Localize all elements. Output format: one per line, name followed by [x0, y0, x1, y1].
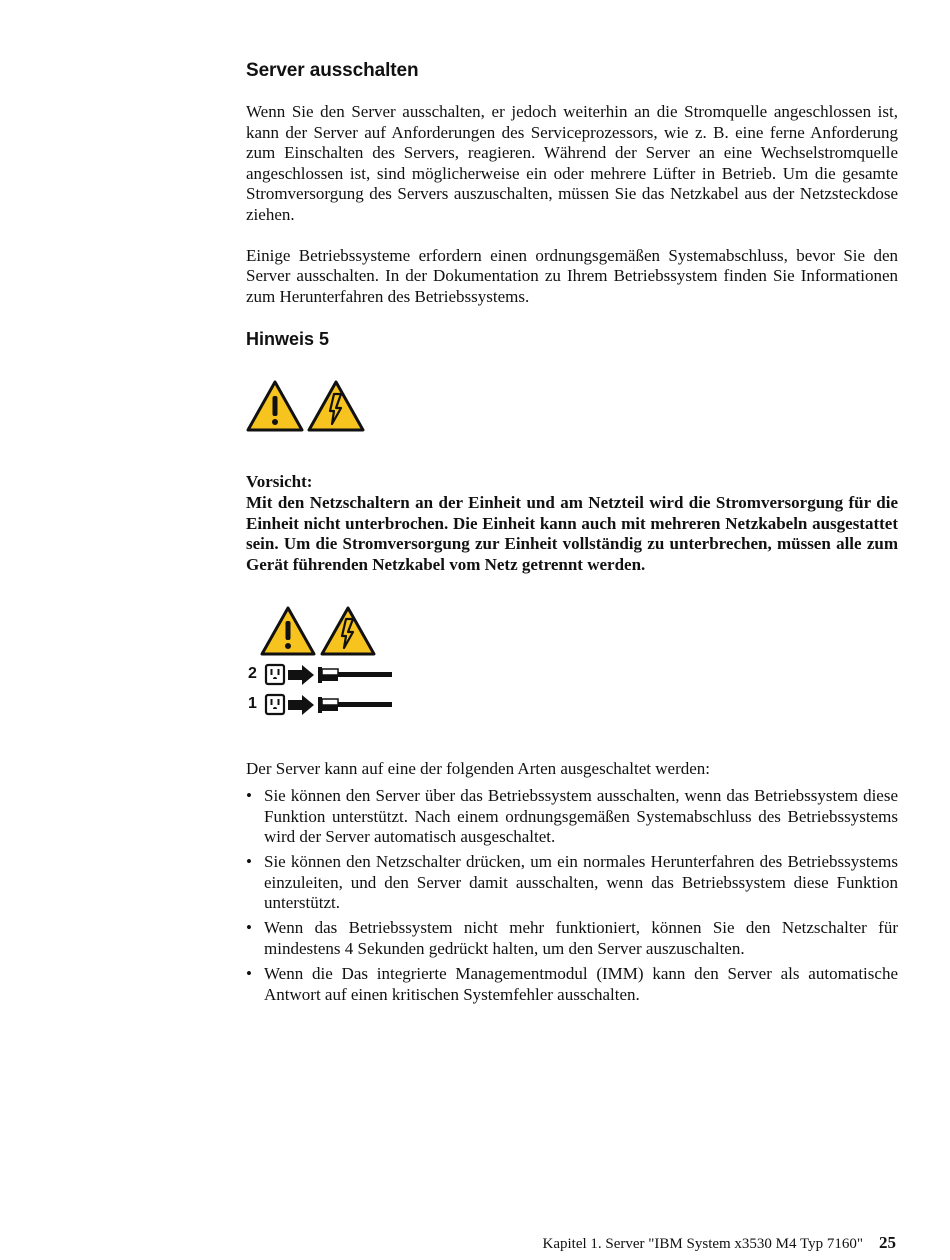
exclamation-warning-icon — [248, 382, 302, 430]
paragraph-2: Einige Betriebssysteme erfordern einen ordnungsgemäßen Systemabschluss, bevor Sie den Server ausschalten. In der Dokumentation zu Ihrem Betriebssystem finden Sie Informationen zum Herunterfahren des Betriebssystems. — [246, 245, 898, 306]
list-intro: Der Server kann auf eine der folgenden Arten ausgeschaltet werden: — [246, 759, 710, 779]
power-cord-2-icon — [264, 663, 394, 687]
power-cord-illustration — [246, 605, 898, 725]
list-item: • Wenn das Betriebssystem nicht mehr funktioniert, können Sie den Netzschalter für mindestens 4 Sekunden gedrückt halten, um den Server auszuschalten. — [246, 918, 898, 959]
page-number: 25 — [879, 1233, 896, 1252]
cord-label-1: 1 — [248, 695, 257, 713]
caution-text: Mit den Netzschaltern an der Einheit und am Netzteil wird die Stromversorgung für die Einheit nicht unterbrochen. Die Einheit kann auch mit mehreren Netzkabeln ausgestattet sein. Um die Stromversorgung zur Einheit vollständig zu unterbrechen, müssen alle zum Gerät führenden Netzkabel vom Netz getrennt werden. — [246, 492, 898, 574]
caution-label: Vorsicht: — [246, 472, 313, 492]
page-content — [246, 60, 898, 1010]
shutdown-methods-list — [246, 786, 898, 1005]
cord-label-2: 2 — [248, 665, 257, 683]
section-heading: Server ausschalten — [246, 60, 419, 81]
paragraph-1: Wenn Sie den Server ausschalten, er jedoch weiterhin an die Stromquelle angeschlossen ist, kann der Server auf Anforderungen des Serviceprozessors, wie z. B. eine ferne Anforderung zum Einschalten des Servers, reagieren. Während der Server an eine Wechselstromquelle angeschlossen ist, sind möglicherweise ein oder mehrere Lüfter in Betrieb. Um die gesamte Stromversorgung des Servers auszuschalten, müssen Sie das Netzkabel aus der Netzsteckdose ziehen. — [246, 102, 898, 224]
warning-icons-group-2 — [260, 605, 378, 657]
list-item: • Sie können den Netzschalter drücken, um ein normales Herunterfahren des Betriebssystems einzuleiten, und den Server damit ausschalten, wenn das Betriebssystem diese Funktion unterstützt. — [246, 852, 898, 913]
caution-block — [246, 472, 898, 575]
safety-icons-row — [246, 378, 898, 438]
exclamation-warning-icon — [262, 608, 314, 654]
list-item: • Sie können den Server über das Betriebssystem ausschalten, wenn das Betriebssystem diese Funktion unterstützt. Nach einem ordnungsgemäßen Systemabschluss des Betriebssystems wird der Server automatisch ausgeschaltet. — [246, 785, 898, 847]
power-cord-1-icon — [264, 693, 394, 717]
page-footer — [543, 1233, 897, 1253]
electrical-hazard-icon — [322, 608, 374, 654]
notice-heading: Hinweis 5 — [246, 329, 330, 350]
list-item: • Wenn die Das integrierte Managementmodul (IMM) kann den Server als automatische Antwort auf einen kritischen Systemfehler ausschalten. — [246, 964, 898, 1004]
warning-icons-group — [246, 378, 366, 434]
footer-chapter-text: Kapitel 1. Server "IBM System x3530 M4 Typ 7160" — [542, 1236, 863, 1252]
electrical-hazard-icon — [309, 382, 363, 430]
